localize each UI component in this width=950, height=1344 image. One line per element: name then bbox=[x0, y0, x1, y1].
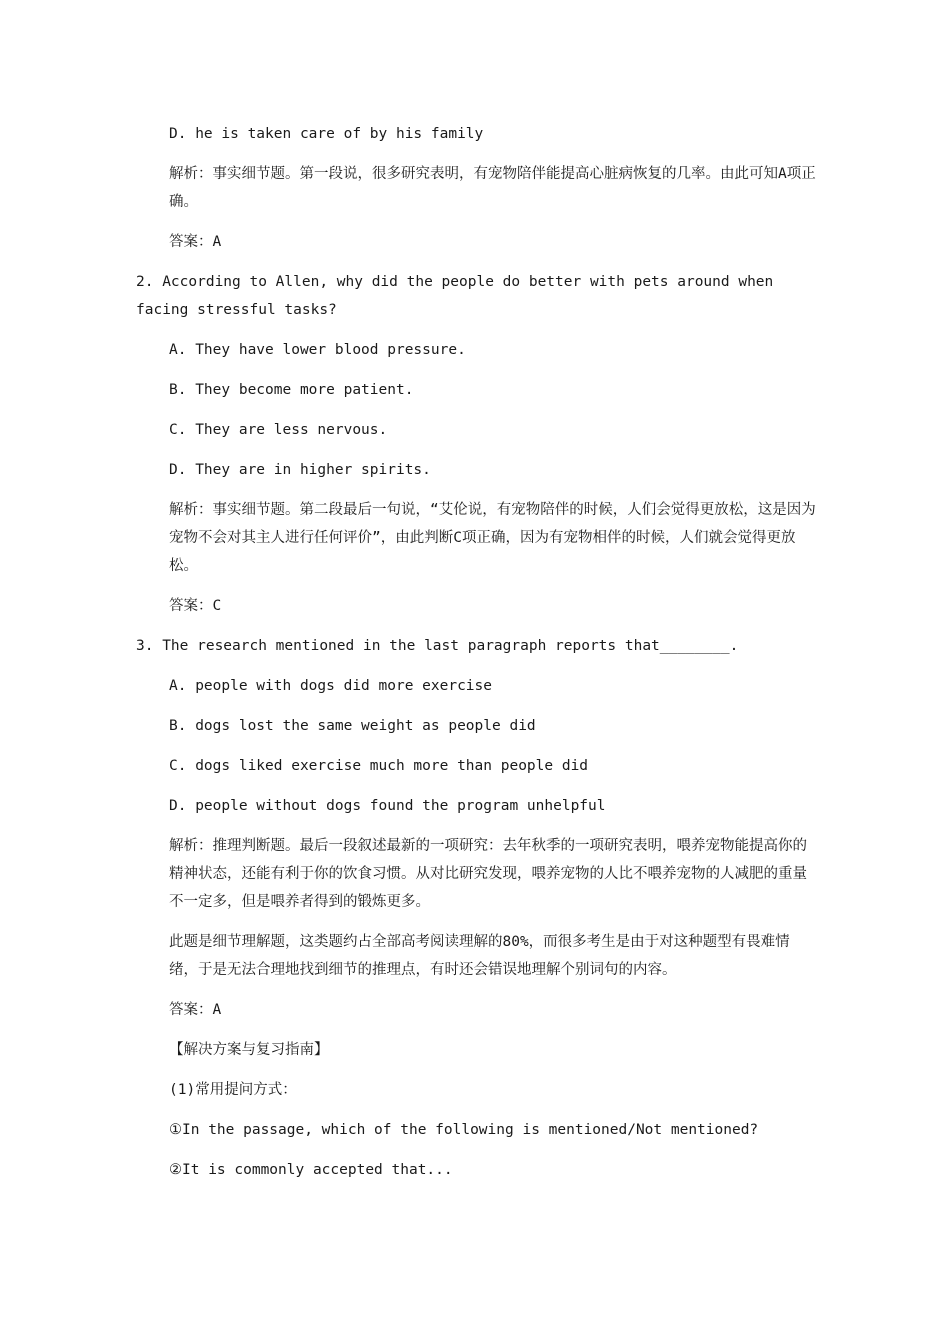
q3-option-b: B. dogs lost the same weight as people did bbox=[169, 718, 536, 734]
document-page bbox=[136, 120, 816, 1184]
q2-analysis: 解析：事实细节题。第二段最后一句说，“艾伦说，有宠物陪伴的时候，人们会觉得更放松，这是因为宠物不会对其主人进行任何评价”，由此判断C项正确，因为有宠物相伴的时候，人们就会觉得更放松。 bbox=[169, 502, 816, 574]
q1-analysis: 解析：事实细节题。第一段说，很多研究表明，有宠物陪伴能提高心脏病恢复的几率。由此可知A项正确。 bbox=[169, 166, 816, 210]
q2-option-b: B. They become more patient. bbox=[169, 382, 414, 398]
q2-option-a: A. They have lower blood pressure. bbox=[169, 342, 466, 358]
q1-answer: 答案：A bbox=[169, 234, 222, 250]
guide-subheading: (1)常用提问方式： bbox=[169, 1082, 297, 1098]
q3-option-a: A. people with dogs did more exercise bbox=[169, 678, 493, 694]
q3-option-c: C. dogs liked exercise much more than people did bbox=[169, 758, 589, 774]
q3-comment: 此题是细节理解题，这类题约占全部高考阅读理解的80%，而很多考生是由于对这种题型有畏难情绪，于是无法合理地找到细节的推理点，有时还会错误地理解个别词句的内容。 bbox=[169, 934, 790, 978]
q3-answer: 答案：A bbox=[169, 1002, 222, 1018]
q2-answer: 答案：C bbox=[169, 598, 222, 614]
guide-item-1: ①In the passage, which of the following is mentioned/Not mentioned? bbox=[169, 1122, 759, 1138]
q2-question: 2. According to Allen, why did the people do better with pets around when facing stressful tasks? bbox=[136, 274, 783, 318]
q3-option-d: D. people without dogs found the program unhelpful bbox=[169, 798, 606, 814]
guide-heading: 【解决方案与复习指南】 bbox=[169, 1042, 329, 1058]
q2-option-d: D. They are in higher spirits. bbox=[169, 462, 431, 478]
q2-option-c: C. They are less nervous. bbox=[169, 422, 388, 438]
guide-item-2: ②It is commonly accepted that... bbox=[169, 1162, 453, 1178]
q3-analysis: 解析：推理判断题。最后一段叙述最新的一项研究：去年秋季的一项研究表明，喂养宠物能提高你的精神状态，还能有利于你的饮食习惯。从对比研究发现，喂养宠物的人比不喂养宠物的人减肥的重量不一定多，但是喂养者得到的锻炼更多。 bbox=[169, 838, 807, 910]
q1-option-d: D. he is taken care of by his family bbox=[169, 126, 484, 142]
q3-question: 3. The research mentioned in the last paragraph reports that________. bbox=[136, 638, 739, 654]
